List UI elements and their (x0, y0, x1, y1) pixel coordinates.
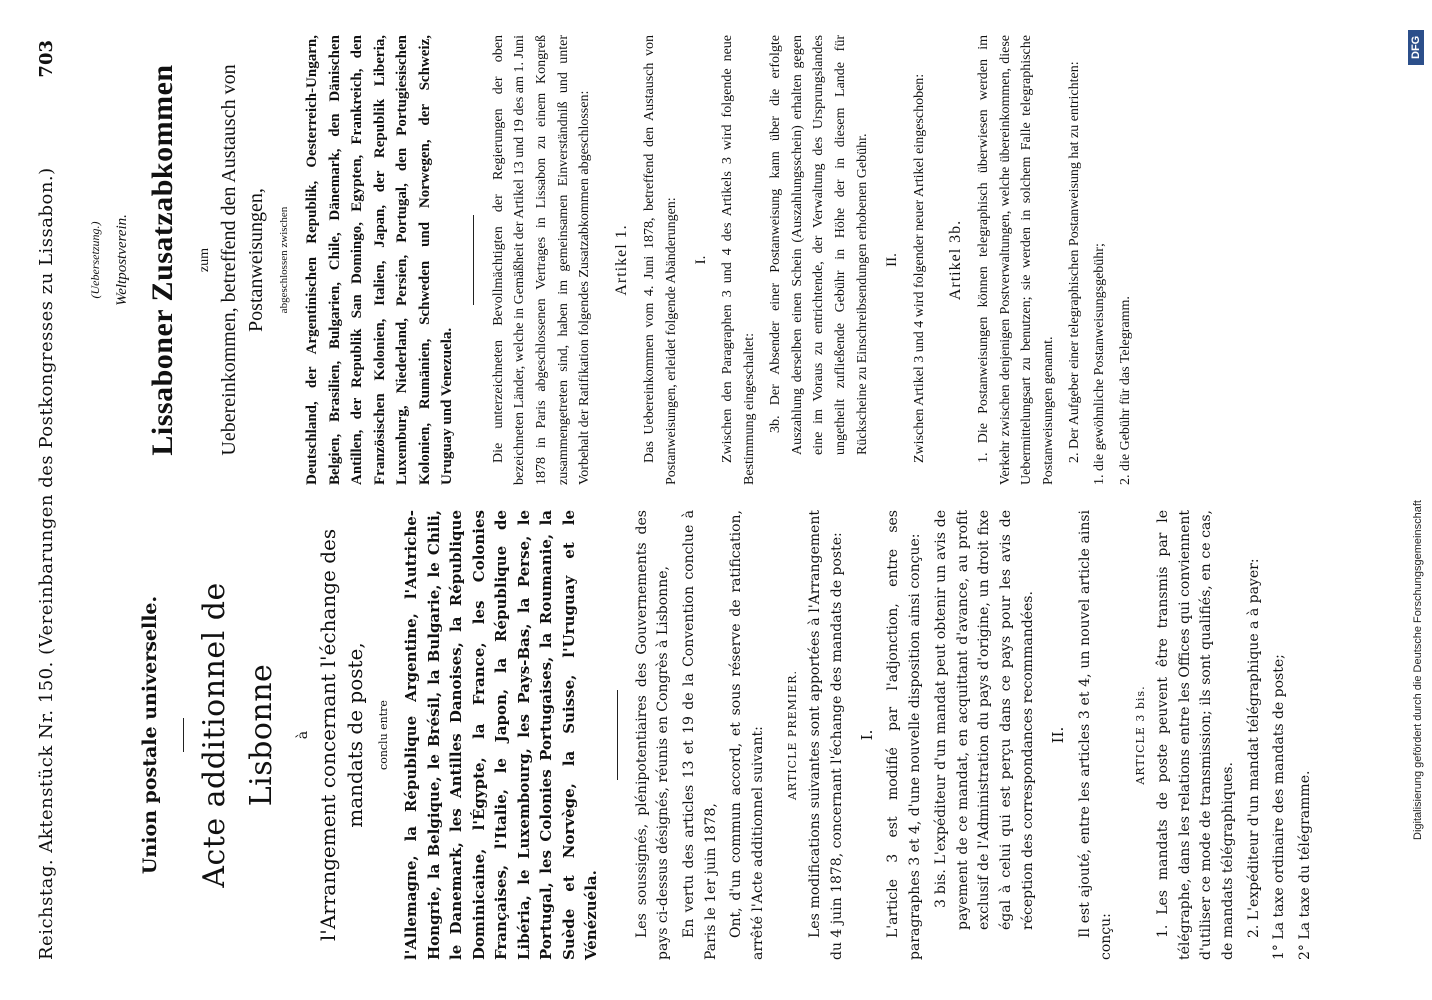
de-paragraph: 3b. Der Absender einer Postanweisung kann über die erfolgte Auszahlung derselben einen Schein (Auszahlungsschein) erhalten gegen eine im Voraus zu entrichtende, der Verwaltung des Ursprungslandes ungetheilt zufließende Gebühr in Höhe der in diesem Lande für Rückscheine zu Einschreibsendungen erhobenen Gebühr. (767, 35, 870, 455)
de-union-heading: Weltpostverein. (113, 214, 130, 306)
fr-list-item: 1° La taxe ordinaire des mandats de poste; (1271, 654, 1288, 960)
fr-paragraph: Ont, d'un commun accord, et sous réserve de ratification, arrêté l'Acte additionnel suivant: (728, 510, 767, 960)
de-article-heading: Artikel 1. (613, 224, 631, 296)
page-header (36, 40, 66, 960)
fr-title: Acte additionnel de Lisbonne (197, 582, 279, 888)
fr-paragraph: En vertu des articles 13 et 19 de la Convention conclue à Paris le 1er juin 1878, (681, 510, 719, 960)
fr-paragraph: Les modifications suivantes sont apportées à l'Arrangement du 4 juin 1878, concernant l'échange des mandats de poste: (806, 510, 845, 960)
fr-article-heading: ARTICLE PREMIER. (785, 669, 799, 801)
divider (617, 690, 618, 780)
fr-article-heading: ARTICLE 3 bis. (1133, 685, 1147, 785)
de-paragraph: 2. Der Aufgeber einer telegraphischen Postanweisung hat zu entrichten: (1066, 61, 1082, 463)
running-head: Reichstag. Aktenstück Nr. 150. (Vereinbarungen des Postkongresses zu Lissabon.) (36, 167, 57, 960)
dfg-margin-note (1400, 0, 1430, 1000)
fr-list-item: 2° La taxe du télégramme. (1297, 770, 1314, 960)
de-roman-numeral: I. (693, 255, 710, 265)
de-list-item: 2. die Gebühr für das Telegramm. (1118, 296, 1134, 485)
fr-roman-numeral: I. (858, 729, 877, 741)
fr-countries: l'Allemagne, la République Argentine, l'Autriche-Hongrie, la Belgique, le Brésil, la Bulgarie, le Chili, le Danemark, les Antilles Danoises, la République Dominicaine, l'Égypte, la France, les Colonies Françaises, l'Italie, le Japon, la République de Libéria, le Luxembourg, les Pays-Bas, la Perse, le Portugal, les Colonies Portugaises, la Roumanie, la Suède et Norvège, la Suisse, l'Uruguay et le Vénézuéla. (402, 510, 601, 960)
german-column (80, 35, 1141, 485)
de-zum: zum (197, 247, 213, 273)
de-title: Lissaboner Zusatzabkommen (145, 64, 179, 456)
de-paragraph: Die unterzeichneten Bevollmächtigten der Regierungen der oben bezeichneten Länder, welche in Gemäßheit der Artikel 13 und 19 des am 1. Juni 1878 in Paris abgeschlossenen Vertrages in Lissabon zu einem Kongreß zusammengetreten sind, haben im gemeinsamen Einverständniß und unter Vorbehalt der Ratifikation folgendes Zusatzabkommen abgeschlossen: (490, 35, 593, 485)
de-article-heading: Artikel 3b. (947, 219, 965, 301)
fr-paragraph: 2. L'expéditeur d'un mandat télégraphique a à payer: (1245, 558, 1262, 938)
de-list-item: 1. die gewöhnliche Postanweisungsgebühr; (1092, 243, 1108, 485)
de-paragraph: Das Uebereinkommen vom 4. Juni 1878, betreffend den Austausch von Postanweisungen, erleidet folgende Abänderungen: (641, 35, 679, 485)
fr-subtitle: l'Arrangement concernant l'échange des mandats de poste, (316, 528, 368, 942)
de-paragraph: Zwischen Artikel 3 und 4 wird folgender neuer Artikel eingeschoben: (911, 73, 927, 463)
fr-paragraph: 3 bis. L'expéditeur d'un mandat peut obtenir un avis de payement de ce mandat, en acquittant d'avance, au profit exclusif de l'Administration du pays d'origine, un droit fixe égal à celui qui est perçu dans ce pays pour les avis de réception des correspondances recommandées. (932, 510, 1036, 930)
fr-a: à (295, 730, 312, 740)
fr-paragraph: L'article 3 est modifié par l'adjonction, entre ses paragraphes 3 et 4, d'une nouvelle disposition ainsi conçue: (885, 510, 924, 960)
divider (183, 718, 184, 752)
fr-concluded: conclu entre (377, 700, 391, 770)
fr-paragraph: 1. Les mandats de poste peuvent être transmis par le télégraphe, dans les relations entre les Offices qui conviennent d'utiliser ce mode de transmission; ils sont qualifiés, en ce cas, de mandats télégraphiques. (1154, 510, 1237, 960)
de-concluded: abgeschlossen zwischen (278, 206, 291, 314)
page-number: 703 (36, 40, 57, 78)
fr-roman-numeral: II. (1049, 726, 1068, 744)
de-roman-numeral: II. (884, 253, 901, 267)
de-countries: Deutschland, der Argentinischen Republik, Oesterreich-Ungarn, Belgien, Brasilien, Bulgarien, Chile, Dänemark, den Dänischen Antillen, der Republik San Domingo, Egypten, Frankreich, den Französischen Kolonien, Italien, Japan, der Republik Liberia, Luxemburg, Niederland, Persien, Portugal, den Portugiesischen Kolonien, Rumänien, Schweden und Norwegen, der Schweiz, Uruguay und Venezuela. (304, 35, 456, 485)
fr-paragraph: Il est ajouté, entre les articles 3 et 4, un nouvel article ainsi conçu: (1076, 510, 1115, 960)
de-paragraph: Zwischen den Paragraphen 3 und 4 des Artikels 3 wird folgende neue Bestimmung eingeschaltet: (720, 35, 758, 485)
dfg-logo: DFG (1408, 30, 1424, 65)
divider (473, 215, 474, 305)
de-paragraph: 1. Die Postanweisungen können telegraphisch überwiesen werden im Verkehr zwischen denjenigen Postverwaltungen, welche übereinkommen, diese Uebermittelungsart zu benutzen; sie werden in solchem Falle telegraphische Postanweisungen genannt. (975, 35, 1057, 485)
fr-union-heading: Union postale universelle. (139, 595, 161, 875)
de-subtitle: Uebereinkommen, betreffend den Austausch von Postanweisungen, (218, 64, 268, 456)
french-column (80, 510, 1321, 960)
de-translation-note: (Uebersetzung.) (88, 221, 102, 299)
fr-paragraph: Les soussignés, plénipotentiaires des Gouvernements des pays ci-dessus désignés, réunis en Congrès à Lisbonne, (633, 510, 672, 960)
dfg-credit-text: Digitalisierung gefördert durch die Deutsche Forschungsgemeinschaft (1412, 500, 1424, 840)
